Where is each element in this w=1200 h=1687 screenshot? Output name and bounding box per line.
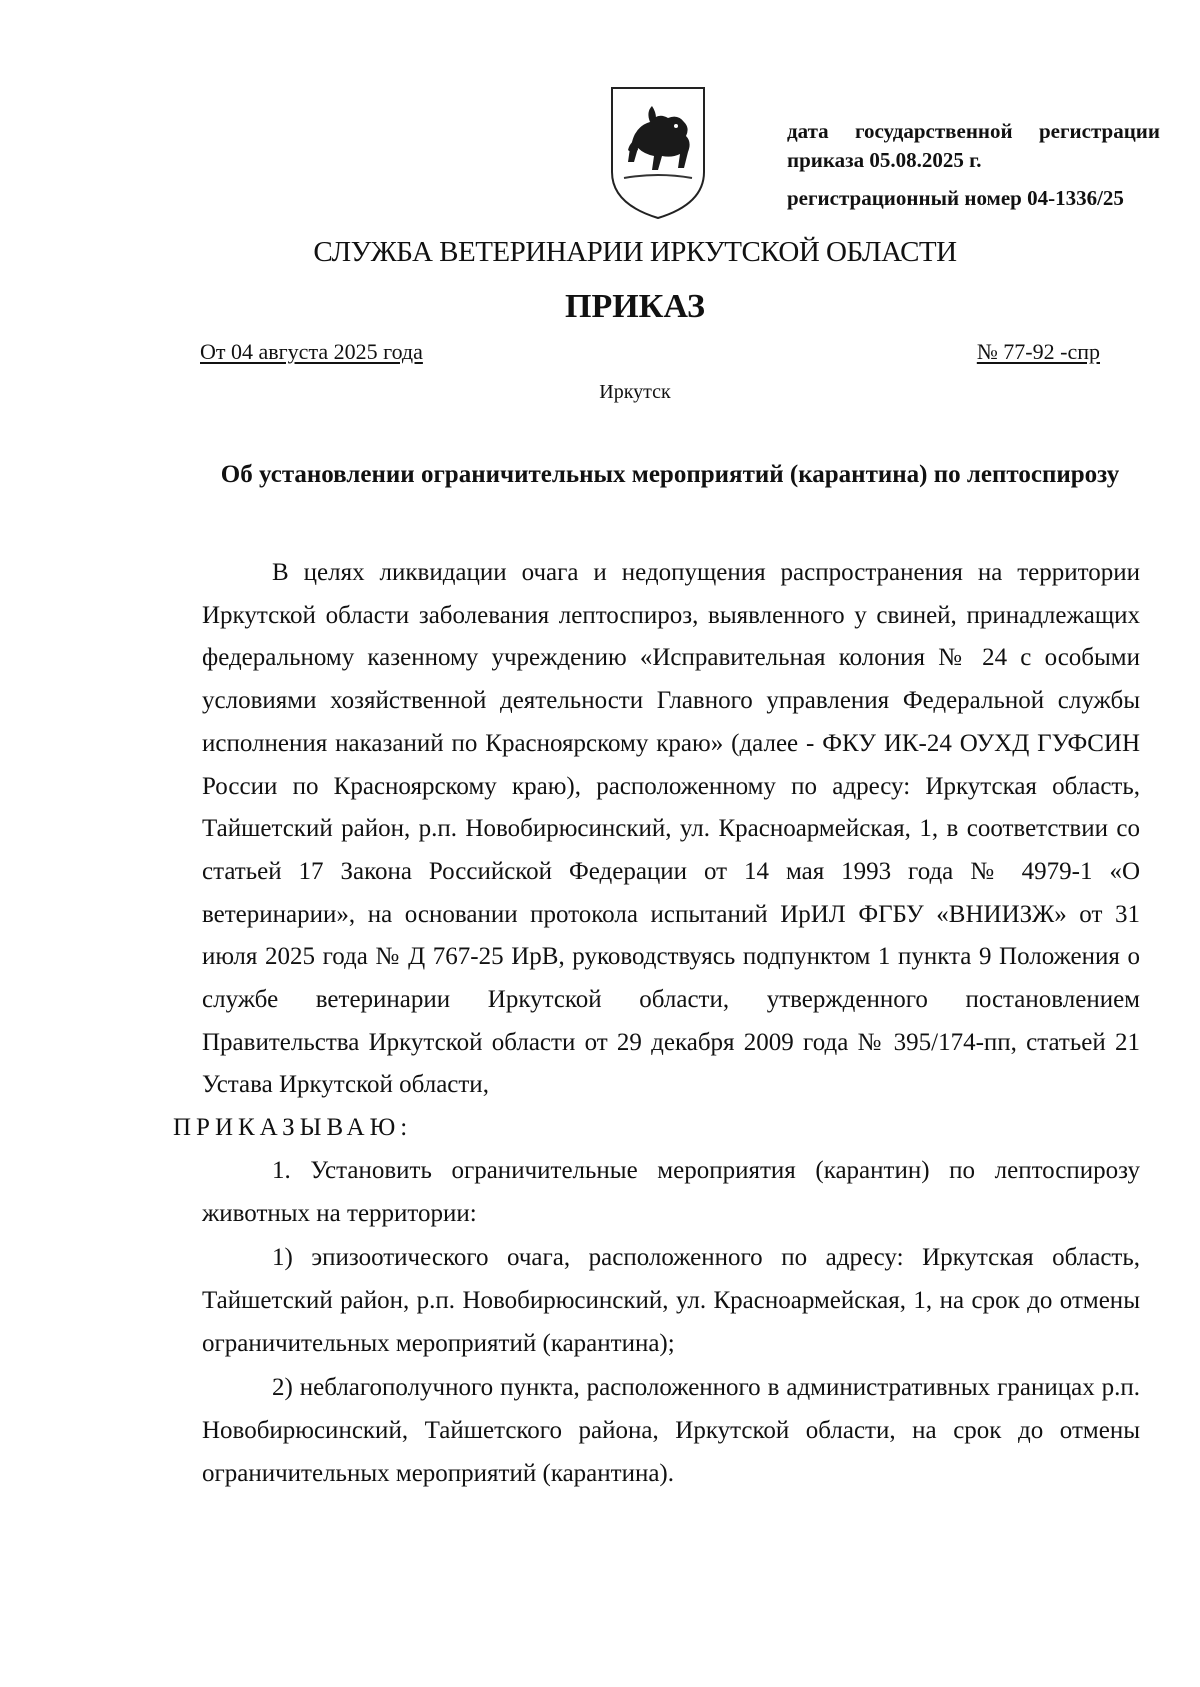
document-city: Иркутск [599,381,671,403]
registration-line-2: приказа 05.08.2025 г. [787,148,982,172]
registration-block [787,117,1160,213]
order-word: ПРИКАЗЫВАЮ: [173,1114,413,1142]
preamble-paragraph: В целях ликвидации очага и недопущения распространения на территории Иркутской области заболевания лептоспироз, выявленного у свиней, принадлежащих федеральному казенному учреждению «Исправительная колония № 24 с особыми условиями хозяйственной деятельности Главного управления Федеральной службы исполнения наказаний по Красноярскому краю» (далее - ФКУ ИК-24 ОУХД ГУФСИН России по Красноярскому краю), расположенному по адресу: Иркутская область, Тайшетский район, р.п. Новобирюсинский, ул. Красноармейская, 1, в соответствии со статьей 17 Закона Российской Федерации от 14 мая 1993 года № 4979-1 «О ветеринарии», на основании протокола испытаний ИрИЛ ФГБУ «ВНИИЗЖ» от 31 июля 2025 года № Д 767-25 ИрВ, руководствуясь подпунктом 1 пункта 9 Положения о службе ветеринарии Иркутской области, утвержденного постановлением Правительства Иркутской области от 29 декабря 2009 года № 395/174-пп, статьей 21 Устава Иркутской области, [202,559,1140,1099]
coat-of-arms-icon [606,82,710,222]
document-type: ПРИКАЗ [565,288,705,325]
document-title: Об установлении ограничительных мероприятий (карантина) по лептоспирозу [220,461,1120,488]
order-subitem-2: 2) неблагополучного пункта, расположенного в административных границах р.п. Новобирюсинский, Тайшетского района, Иркутской области, на срок до отмены ограничительных мероприятий (карантина). [202,1374,1140,1487]
document-date: От 04 августа 2025 года [200,339,423,364]
agency-name: СЛУЖБА ВЕТЕРИНАРИИ ИРКУТСКОЙ ОБЛАСТИ [313,236,957,268]
registration-number: регистрационный номер 04-1336/25 [787,186,1124,210]
order-subitem-1: 1) эпизоотического очага, расположенного по адресу: Иркутская область, Тайшетский район, р.п. Новобирюсинский, ул. Красноармейская, 1, на срок до отмены ограничительных мероприятий (карантина); [202,1244,1140,1357]
document-number: № 77-92 -спр [976,339,1100,364]
registration-line-1: дата государственной регистрации [787,119,1160,143]
document-body [173,552,1140,1495]
order-item-1: 1. Установить ограничительные мероприятия (карантин) по лептоспирозу животных на территории: [202,1156,1140,1227]
